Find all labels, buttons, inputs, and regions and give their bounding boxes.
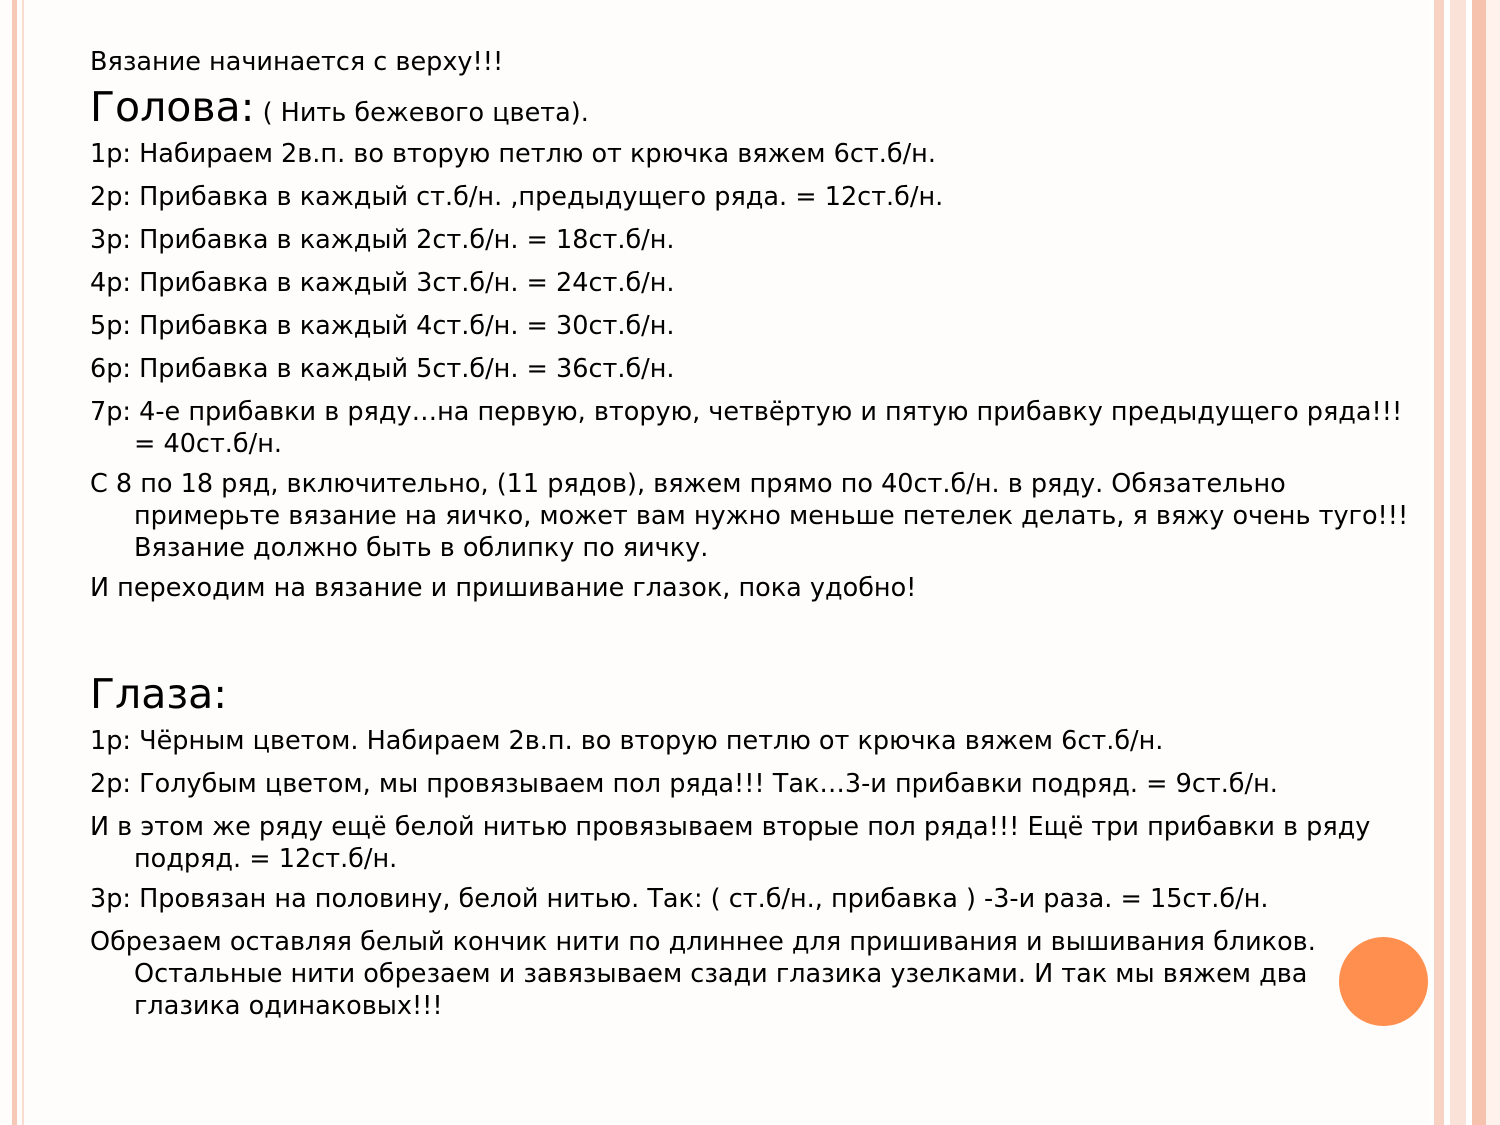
section-gap [90,615,1420,667]
head-row: 5р: Прибавка в каждый 4ст.б/н. = 30ст.б/н. [90,311,675,341]
right-decorative-band [1430,0,1500,1125]
head-heading: Голова: [90,83,255,131]
eyes-row: 3р: Провязан на половину, белой нитью. Так: ( ст.б/н., прибавка ) -3-и раза. = 15ст.б/н. [90,884,1269,914]
head-row: И переходим на вязание и пришивание глазок, пока удобно! [90,573,917,603]
eyes-row: Обрезаем оставляя белый кончик нити по длиннее для пришивания и вышивания бликов. Остальные нити обрезаем и завязываем сзади глазика узелками. И так мы вяжем два глазика одинаковых!!! [90,927,1316,1021]
head-row: С 8 по 18 ряд, включительно, (11 рядов), вяжем прямо по 40ст.б/н. в ряду. Обязательно примерьте вязание на яичко, может вам нужно меньше петелек делать, я вяжу очень туго!!! Вязание должно быть в облипку по яичку. [90,469,1409,563]
eyes-heading: Глаза: [90,670,228,718]
left-border-line [12,0,17,1125]
head-row: 3р: Прибавка в каждый 2ст.б/н. = 18ст.б/н. [90,225,675,255]
head-row: 2р: Прибавка в каждый ст.б/н. ,предыдущего ряда. = 12ст.б/н. [90,182,944,212]
head-row: 1р: Набираем 2в.п. во вторую петлю от крючка вяжем 6ст.б/н. [90,139,936,169]
decorative-orange-circle [1339,937,1428,1026]
left-border-line-thin [22,0,24,1125]
head-row: 4р: Прибавка в каждый 3ст.б/н. = 24ст.б/н. [90,268,675,298]
head-yarn-note: ( Нить бежевого цвета). [254,98,589,128]
head-heading-line [90,80,1420,134]
eyes-row: И в этом же ряду ещё белой нитью провязываем вторые пол ряда!!! Ещё три прибавки в ряду подряд. = 12ст.б/н. [90,812,1371,874]
eyes-row: 2р: Голубым цветом, мы провязываем пол ряда!!! Так…3-и прибавки подряд. = 9ст.б/н. [90,769,1278,799]
head-row: 6р: Прибавка в каждый 5ст.б/н. = 36ст.б/н. [90,354,675,384]
intro-text: Вязание начинается с верху!!! [90,47,504,77]
head-row: 7р: 4-е прибавки в ряду…на первую, вторую, четвёртую и пятую прибавку предыдущего ряда!!! = 40ст.б/н. [90,397,1403,459]
slide-body [90,46,1420,1033]
eyes-heading-line [90,667,1420,721]
eyes-row: 1р: Чёрным цветом. Набираем 2в.п. во вторую петлю от крючка вяжем 6ст.б/н. [90,726,1164,756]
